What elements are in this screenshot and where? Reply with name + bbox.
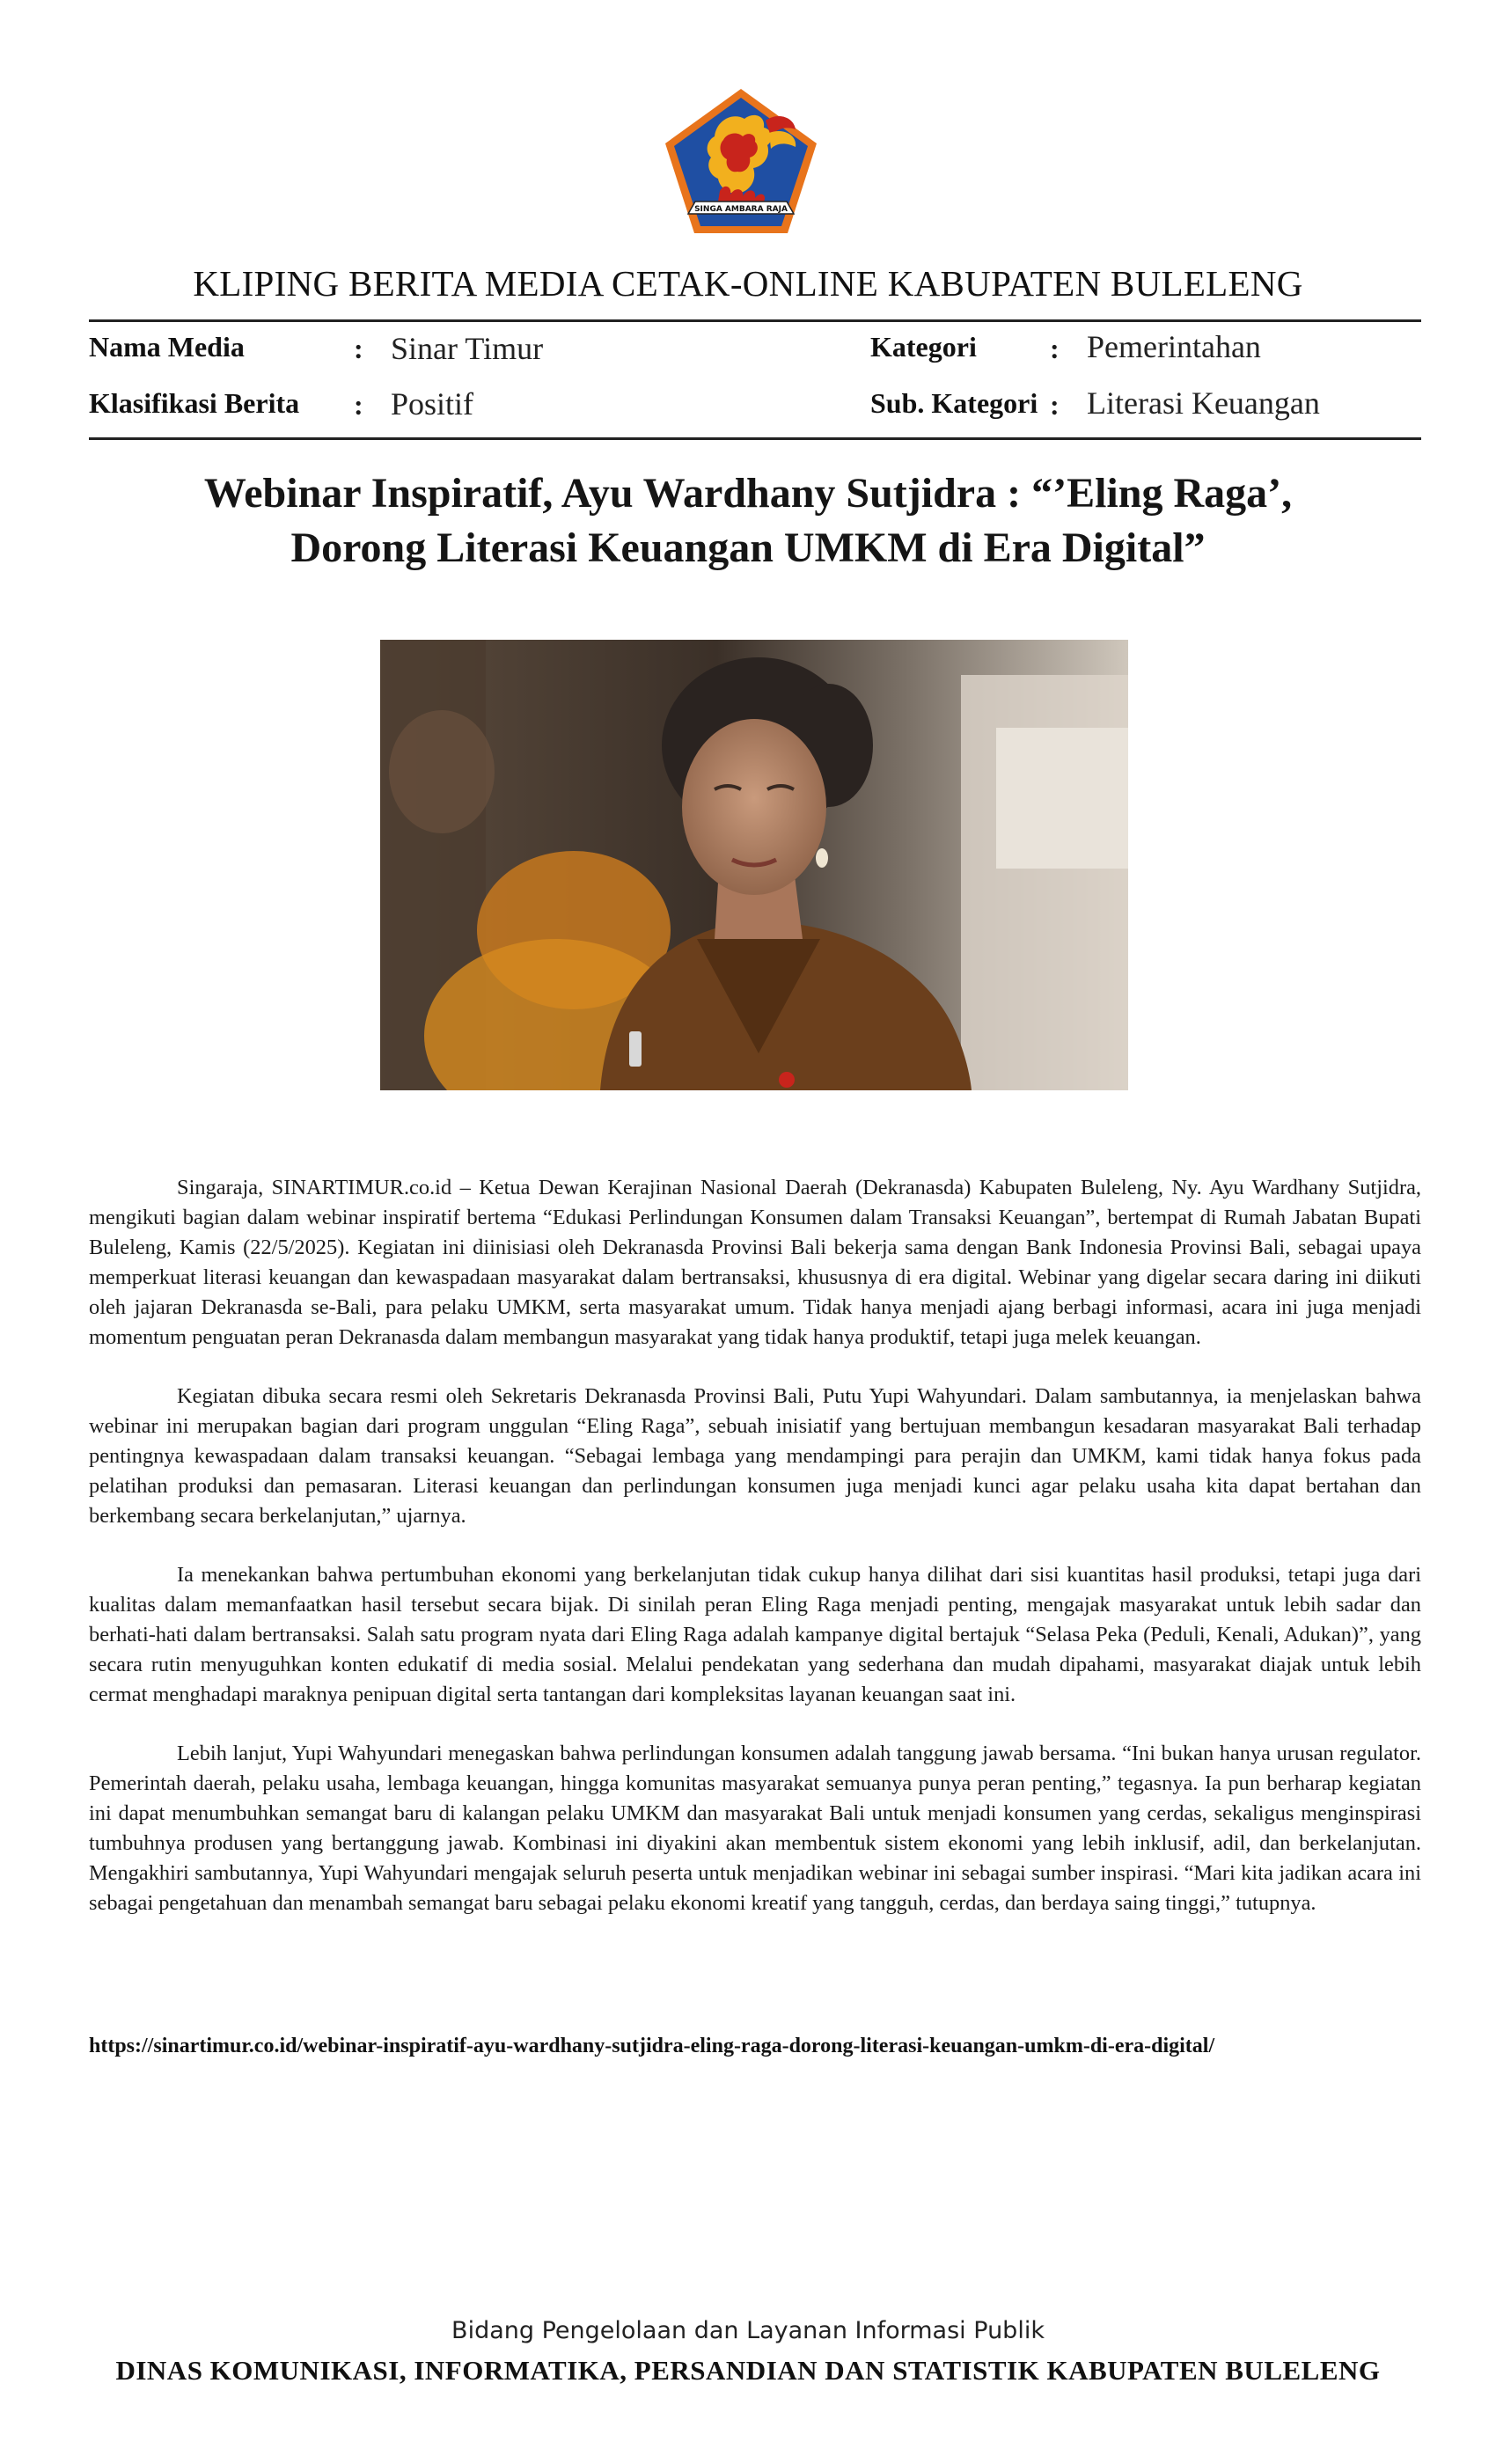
kategori-colon: : <box>1050 333 1060 364</box>
emblem-ribbon-text: SINGA AMBARA RAJA <box>694 205 788 214</box>
subkategori-colon: : <box>1050 389 1060 421</box>
klasifikasi-value: Positif <box>391 386 474 422</box>
footer-agency: DINAS KOMUNIKASI, INFORMATIKA, PERSANDIAN DAN STATISTIK KABUPATEN BULELENG <box>115 2355 1381 2386</box>
source-link[interactable]: https://sinartimur.co.id/webinar-inspiratif-ayu-wardhany-sutjidra-eling-raga-dorong-literasi-keuangan-umkm-di-era-digital/ <box>89 2035 1215 2057</box>
subkategori-value: Literasi Keuangan <box>1087 385 1320 421</box>
article-paragraph: Ia menekankan bahwa pertumbuhan ekonomi yang berkelanjutan tidak cukup hanya dilihat dari sisi kuantitas hasil produksi, tetapi juga dari kualitas dalam memanfaatkan hasil tersebut secara bijak. Di sinilah peran Eling Raga menjadi penting, mengajak masyarakat untuk lebih sadar dan berhati-hati dalam bertransaksi. Salah satu program nyata dari Eling Raga adalah kampanye digital bertajuk “Selasa Peka (Peduli, Kenali, Adukan)”, yang secara rutin menyuguhkan konten edukatif di media sosial. Melalui pendekatan yang sederhana dan mudah dipahami, masyarakat diajak untuk lebih cermat menghadapi maraknya penipuan digital serta tantangan dari kompleksitas layanan keuangan saat ini. <box>89 1563 1421 1706</box>
article-photo <box>380 640 1128 1090</box>
media-colon: : <box>354 333 363 364</box>
article-headline <box>132 466 1364 576</box>
headline-line-1: Webinar Inspiratif, Ayu Wardhany Sutjidra : “’Eling Raga’, <box>203 470 1293 517</box>
article-body <box>89 1173 1421 1947</box>
article-paragraph: Kegiatan dibuka secara resmi oleh Sekretaris Dekranasda Provinsi Bali, Putu Yupi Wahyundari. Dalam sambutannya, ia menjelaskan bahwa webinar ini merupakan bagian dari program unggulan “Eling Raga”, sebuah inisiatif yang bertujuan membangun kesadaran masyarakat Bali terhadap pentingnya kewaspadaan dalam transaksi keuangan. “Sebagai lembaga yang mendampingi para perajin dan UMKM, kami tidak hanya fokus pada pelatihan produksi dan pemasaran. Literasi keuangan dan perlindungan konsumen juga menjadi kunci agar pelaku usaha kita dapat bertahan dan berkembang secara berkelanjutan,” ujarnya. <box>89 1384 1421 1528</box>
subkategori-label: Sub. Kategori <box>870 387 1038 419</box>
top-divider <box>89 319 1421 322</box>
footer-department: Bidang Pengelolaan dan Layanan Informasi Publik <box>451 2317 1045 2344</box>
article-paragraph: Singaraja, SINARTIMUR.co.id – Ketua Dewan Kerajinan Nasional Daerah (Dekranasda) Kabupaten Buleleng, Ny. Ayu Wardhany Sutjidra, mengikuti bagian dalam webinar inspiratif bertema “Edukasi Perlindungan Konsumen dalam Transaksi Keuangan”, bertempat di Rumah Jabatan Bupati Buleleng, Kamis (22/5/2025). Kegiatan ini diinisiasi oleh Dekranasda Provinsi Bali bekerja sama dengan Bank Indonesia Provinsi Bali, sebagai upaya memperkuat literasi keuangan dan kewaspadaan masyarakat dalam bertransaksi, khususnya di era digital. Webinar yang digelar secara daring ini diikuti oleh jajaran Dekranasda se-Bali, para pelaku UMKM, serta masyarakat umum. Tidak hanya menjadi ajang berbagi informasi, acara ini juga menjadi momentum penguatan peran Dekranasda dalam membangun masyarakat yang tidak hanya produktif, tetapi juga melek keuangan. <box>89 1176 1421 1349</box>
kategori-value: Pemerintahan <box>1087 329 1261 364</box>
klasifikasi-colon: : <box>354 389 363 421</box>
article-paragraph: Lebih lanjut, Yupi Wahyundari menegaskan bahwa perlindungan konsumen adalah tanggung jawab bersama. “Ini bukan hanya urusan regulator. Pemerintah daerah, pelaku usaha, lembaga keuangan, hingga komunitas masyarakat semuanya punya peran penting,” tegasnya. Ia pun berharap kegiatan ini dapat menumbuhkan semangat baru di kalangan pelaku UMKM dan masyarakat Bali untuk menjadi konsumen yang cerdas, sekaligus menginspirasi tumbuhnya produsen yang bertanggung jawab. Kombinasi ini diyakini akan membentuk sistem ekonomi yang lebih inklusif, adil, dan berkelanjutan. Mengakhiri sambutannya, Yupi Wahyundari mengajak seluruh peserta untuk menjadikan webinar ini sebagai sumber inspirasi. “Mari kita jadikan acara ini sebagai pengetahuan dan menambah semangat baru sebagai pelaku ekonomi kreatif yang tangguh, cerdas, dan berdaya saing tinggi,” tutupnya. <box>89 1742 1421 1915</box>
media-value: Sinar Timur <box>391 331 544 366</box>
document-title: KLIPING BERITA MEDIA CETAK-ONLINE KABUPATEN BULELENG <box>193 263 1303 304</box>
headline-line-2: Dorong Literasi Keuangan UMKM di Era Digital” <box>290 524 1206 571</box>
kategori-label: Kategori <box>870 331 977 363</box>
singa-ambara-raja-emblem <box>662 85 820 237</box>
klasifikasi-label: Klasifikasi Berita <box>89 387 300 419</box>
media-label: Nama Media <box>89 331 245 363</box>
bottom-divider <box>89 437 1421 440</box>
